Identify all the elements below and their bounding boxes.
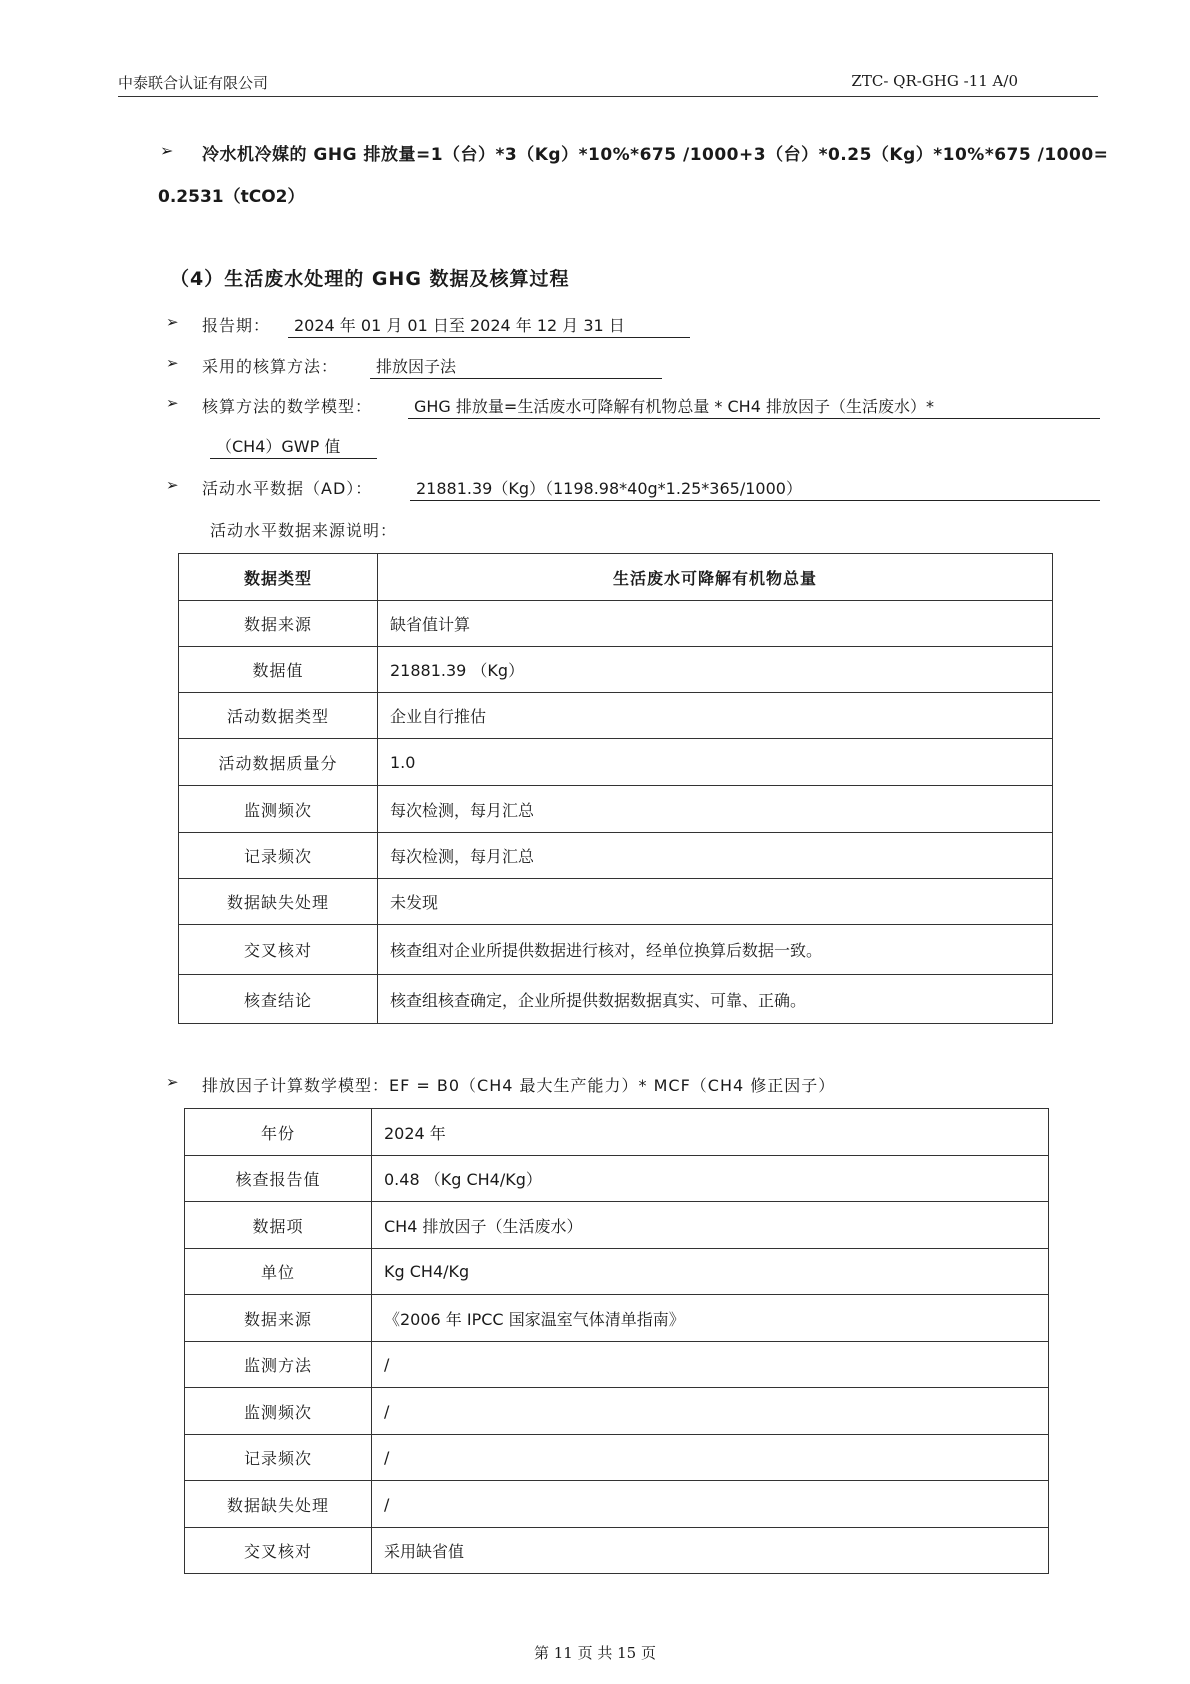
table-header-row [179, 554, 1053, 601]
chiller-emission-formula: 冷水机冷媒的 GHG 排放量=1（台）*3（Kg）*10%*675 /1000+3（台）*0.25（Kg）*10%*675 /1000= [202, 145, 1109, 165]
row-label: 交叉核对 [185, 1528, 372, 1574]
row-label: 活动数据质量分 [179, 739, 378, 786]
table-header-cell: 生活废水可降解有机物总量 [378, 554, 1053, 601]
model-label: 核算方法的数学模型： [202, 397, 373, 416]
row-value: 每次检测，每月汇总 [378, 833, 1053, 879]
table-row [179, 833, 1053, 879]
row-value: CH4 排放因子（生活废水） [372, 1202, 1049, 1249]
row-value: 企业自行推估 [378, 693, 1053, 739]
row-value: 2024 年 [372, 1109, 1049, 1156]
period-label: 报告期： [202, 316, 271, 335]
row-value: 1.0 [378, 739, 1053, 786]
row-label: 核查报告值 [185, 1156, 372, 1202]
ef-model-text: 排放因子计算数学模型：EF = B0（CH4 最大生产能力）* MCF（CH4 修正因子） [202, 1076, 836, 1095]
table-row [179, 601, 1053, 647]
bullet-arrow-icon: ➢ [166, 354, 179, 372]
table-row [179, 647, 1053, 693]
row-value: 缺省值计算 [378, 601, 1053, 647]
page-header [118, 70, 1098, 97]
row-value: 每次检测，每月汇总 [378, 786, 1053, 833]
table-row [185, 1388, 1049, 1435]
row-value: 21881.39 （Kg） [378, 647, 1053, 693]
table-row [185, 1528, 1049, 1574]
row-value: 核查组核查确定，企业所提供数据数据真实、可靠、正确。 [378, 975, 1053, 1024]
bullet-arrow-icon: ➢ [166, 1073, 179, 1091]
row-label: 交叉核对 [179, 925, 378, 975]
row-label: 数据来源 [185, 1295, 372, 1342]
table-row [185, 1249, 1049, 1295]
bullet-arrow-icon: ➢ [166, 394, 179, 412]
page-number: 第 11 页 共 15 页 [533, 1644, 656, 1662]
row-label: 年份 [185, 1109, 372, 1156]
table-row [185, 1156, 1049, 1202]
bullet-arrow-icon: ➢ [166, 313, 179, 331]
row-label: 数据值 [179, 647, 378, 693]
row-value: / [372, 1388, 1049, 1435]
table-row [185, 1109, 1049, 1156]
table-row [179, 879, 1053, 925]
table-row [179, 925, 1053, 975]
row-value: 采用缺省值 [372, 1528, 1049, 1574]
row-label: 记录频次 [185, 1435, 372, 1481]
emission-factor-table [184, 1108, 1049, 1574]
row-value: 0.48 （Kg CH4/Kg） [372, 1156, 1049, 1202]
section-title: （4）生活废水处理的 GHG 数据及核算过程 [170, 268, 570, 290]
document-code: ZTC- QR-GHG -11 A/0 [851, 72, 1018, 90]
table-row [185, 1481, 1049, 1528]
row-label: 监测方法 [185, 1342, 372, 1388]
row-value: Kg CH4/Kg [372, 1249, 1049, 1295]
row-label: 数据来源 [179, 601, 378, 647]
row-label: 监测频次 [185, 1388, 372, 1435]
table-row [185, 1202, 1049, 1249]
row-label: 单位 [185, 1249, 372, 1295]
table-row [179, 975, 1053, 1024]
table-row [185, 1342, 1049, 1388]
row-value: / [372, 1481, 1049, 1528]
row-label: 记录频次 [179, 833, 378, 879]
method-value: 排放因子法 [370, 354, 662, 379]
model-value-line1: GHG 排放量=生活废水可降解有机物总量 * CH4 排放因子（生活废水）* [408, 394, 1100, 419]
table-header-cell: 数据类型 [179, 554, 378, 601]
activity-data-table [178, 553, 1053, 1024]
row-label: 数据项 [185, 1202, 372, 1249]
row-value: 未发现 [378, 879, 1053, 925]
row-label: 活动数据类型 [179, 693, 378, 739]
bullet-arrow-icon: ➢ [166, 476, 179, 494]
ad-source-label: 活动水平数据来源说明： [210, 521, 398, 540]
chiller-emission-result: 0.2531（tCO2） [158, 187, 305, 207]
table-row [185, 1295, 1049, 1342]
row-value: / [372, 1435, 1049, 1481]
period-value: 2024 年 01 月 01 日至 2024 年 12 月 31 日 [288, 313, 690, 338]
row-label: 监测频次 [179, 786, 378, 833]
table-row [179, 786, 1053, 833]
method-label: 采用的核算方法： [202, 357, 339, 376]
row-label: 核查结论 [179, 975, 378, 1024]
ad-value: 21881.39（Kg）（1198.98*40g*1.25*365/1000） [410, 476, 1100, 501]
table-row [185, 1435, 1049, 1481]
row-label: 数据缺失处理 [179, 879, 378, 925]
row-value: / [372, 1342, 1049, 1388]
bullet-arrow-icon: ➢ [160, 141, 174, 160]
table-row [179, 693, 1053, 739]
table-row [179, 739, 1053, 786]
ad-label: 活动水平数据（AD）： [202, 479, 373, 498]
row-value: 核查组对企业所提供数据进行核对，经单位换算后数据一致。 [378, 925, 1053, 975]
company-name: 中泰联合认证有限公司 [118, 74, 269, 92]
model-value-line2: （CH4）GWP 值 [210, 434, 377, 459]
row-value: 《2006 年 IPCC 国家温室气体清单指南》 [372, 1295, 1049, 1342]
row-label: 数据缺失处理 [185, 1481, 372, 1528]
